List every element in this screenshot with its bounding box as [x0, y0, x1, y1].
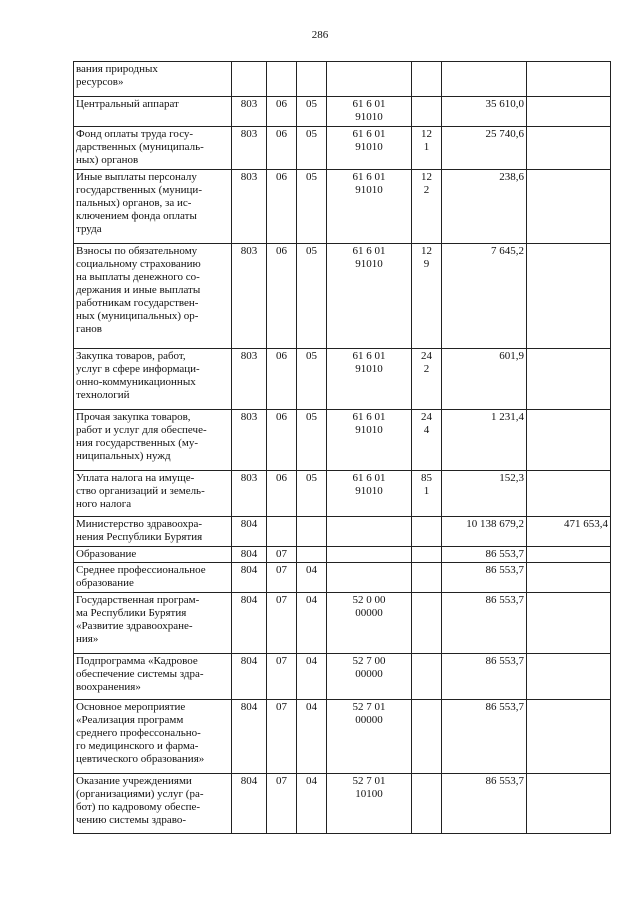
cell-vr: 12 9 [412, 244, 442, 349]
cell-amount-2 [527, 563, 611, 593]
cell-name: Прочая закупка товаров, работ и услуг для обеспече- ния государственных (му- ниципальных) нужд [74, 410, 232, 471]
cell-pr [297, 517, 327, 547]
cell-rz: 07 [267, 563, 297, 593]
cell-ved: 804 [232, 563, 267, 593]
cell-amount: 35 610,0 [442, 97, 527, 127]
cell-rz: 06 [267, 170, 297, 244]
table-row [74, 654, 611, 700]
cell-ved: 803 [232, 410, 267, 471]
cell-name: Оказание учреждениями (организациями) услуг (ра- бот) по кадровому обеспе- чению системы здраво- [74, 774, 232, 834]
cell-amount-2 [527, 547, 611, 563]
cell-csr [327, 547, 412, 563]
cell-amount: 86 553,7 [442, 547, 527, 563]
page-number: 286 [311, 29, 329, 41]
cell-vr: 24 2 [412, 349, 442, 410]
cell-pr [297, 62, 327, 97]
cell-rz: 06 [267, 349, 297, 410]
cell-rz [267, 62, 297, 97]
table-row [74, 547, 611, 563]
cell-csr [327, 517, 412, 547]
cell-vr [412, 97, 442, 127]
cell-csr: 61 6 01 91010 [327, 170, 412, 244]
cell-rz: 06 [267, 244, 297, 349]
table-row [74, 62, 611, 97]
cell-ved: 804 [232, 774, 267, 834]
cell-amount-2: 471 653,4 [527, 517, 611, 547]
budget-table [73, 61, 611, 834]
cell-vr: 85 1 [412, 471, 442, 517]
cell-vr: 12 1 [412, 127, 442, 170]
cell-pr: 04 [297, 654, 327, 700]
cell-ved: 803 [232, 471, 267, 517]
table-row [74, 593, 611, 654]
cell-pr: 05 [297, 471, 327, 517]
cell-rz: 07 [267, 547, 297, 563]
cell-rz: 06 [267, 410, 297, 471]
cell-name: Закупка товаров, работ, услуг в сфере информаци- онно-коммуникационных технологий [74, 349, 232, 410]
cell-rz: 07 [267, 774, 297, 834]
cell-vr [412, 547, 442, 563]
cell-vr [412, 517, 442, 547]
cell-amount: 238,6 [442, 170, 527, 244]
cell-csr: 52 7 00 00000 [327, 654, 412, 700]
cell-amount: 86 553,7 [442, 593, 527, 654]
cell-rz [267, 517, 297, 547]
cell-amount-2 [527, 700, 611, 774]
cell-name: Подпрограмма «Кадровое обеспечение системы здра- воохранения» [74, 654, 232, 700]
cell-vr [412, 593, 442, 654]
cell-pr: 05 [297, 410, 327, 471]
cell-amount-2 [527, 127, 611, 170]
cell-csr: 61 6 01 91010 [327, 244, 412, 349]
cell-amount [442, 62, 527, 97]
cell-amount-2 [527, 654, 611, 700]
table-body [74, 62, 611, 834]
cell-name: Государственная програм- ма Республики Бурятия «Развитие здравоохране- ния» [74, 593, 232, 654]
cell-ved: 803 [232, 244, 267, 349]
table-row [74, 517, 611, 547]
cell-pr: 04 [297, 774, 327, 834]
cell-name: Фонд оплаты труда госу- дарственных (муниципаль- ных) органов [74, 127, 232, 170]
cell-ved: 803 [232, 127, 267, 170]
table-row [74, 700, 611, 774]
cell-ved: 804 [232, 593, 267, 654]
cell-ved: 803 [232, 97, 267, 127]
cell-pr: 05 [297, 244, 327, 349]
cell-pr: 05 [297, 127, 327, 170]
cell-vr: 24 4 [412, 410, 442, 471]
cell-vr [412, 700, 442, 774]
cell-amount-2 [527, 349, 611, 410]
cell-name: Взносы по обязательному социальному страхованию на выплаты денежного со- держания и иные выплаты работникам государствен- ных (муниципальных) ор- ганов [74, 244, 232, 349]
cell-csr: 52 0 00 00000 [327, 593, 412, 654]
cell-name: Образование [74, 547, 232, 563]
cell-csr [327, 62, 412, 97]
cell-vr [412, 654, 442, 700]
cell-amount: 86 553,7 [442, 700, 527, 774]
table-row [74, 774, 611, 834]
cell-rz: 06 [267, 127, 297, 170]
cell-ved: 804 [232, 517, 267, 547]
cell-csr: 61 6 01 91010 [327, 349, 412, 410]
cell-pr [297, 547, 327, 563]
cell-amount-2 [527, 593, 611, 654]
cell-amount-2 [527, 244, 611, 349]
cell-ved [232, 62, 267, 97]
table-row [74, 563, 611, 593]
cell-ved: 803 [232, 170, 267, 244]
cell-csr: 61 6 01 91010 [327, 97, 412, 127]
cell-amount: 25 740,6 [442, 127, 527, 170]
cell-amount-2 [527, 170, 611, 244]
cell-amount: 86 553,7 [442, 774, 527, 834]
cell-pr: 04 [297, 700, 327, 774]
cell-amount-2 [527, 62, 611, 97]
cell-name: вания природных ресурсов» [74, 62, 232, 97]
table-row [74, 244, 611, 349]
table-row [74, 170, 611, 244]
cell-csr [327, 563, 412, 593]
cell-csr: 61 6 01 91010 [327, 127, 412, 170]
cell-rz: 07 [267, 593, 297, 654]
cell-vr [412, 774, 442, 834]
cell-csr: 61 6 01 91010 [327, 471, 412, 517]
cell-pr: 05 [297, 170, 327, 244]
cell-amount: 152,3 [442, 471, 527, 517]
cell-pr: 05 [297, 97, 327, 127]
cell-vr [412, 62, 442, 97]
cell-name: Уплата налога на имуще- ство организаций и земель- ного налога [74, 471, 232, 517]
cell-name: Среднее профессиональное образование [74, 563, 232, 593]
cell-rz: 07 [267, 700, 297, 774]
cell-name: Центральный аппарат [74, 97, 232, 127]
cell-pr: 04 [297, 593, 327, 654]
cell-amount: 86 553,7 [442, 654, 527, 700]
table-row [74, 97, 611, 127]
cell-name: Министерство здравоохра- нения Республики Бурятия [74, 517, 232, 547]
cell-csr: 52 7 01 00000 [327, 700, 412, 774]
cell-amount-2 [527, 97, 611, 127]
cell-amount: 86 553,7 [442, 563, 527, 593]
cell-rz: 06 [267, 97, 297, 127]
cell-csr: 61 6 01 91010 [327, 410, 412, 471]
cell-ved: 804 [232, 547, 267, 563]
cell-amount-2 [527, 471, 611, 517]
cell-rz: 07 [267, 654, 297, 700]
cell-amount-2 [527, 410, 611, 471]
cell-ved: 804 [232, 700, 267, 774]
cell-ved: 804 [232, 654, 267, 700]
cell-pr: 04 [297, 563, 327, 593]
cell-vr [412, 563, 442, 593]
cell-ved: 803 [232, 349, 267, 410]
table-row [74, 127, 611, 170]
cell-amount: 1 231,4 [442, 410, 527, 471]
cell-name: Основное мероприятие «Реализация программ среднего профессонально- го медицинского и фарма- цевтического образования» [74, 700, 232, 774]
cell-amount: 601,9 [442, 349, 527, 410]
table-row [74, 349, 611, 410]
cell-vr: 12 2 [412, 170, 442, 244]
cell-csr: 52 7 01 10100 [327, 774, 412, 834]
cell-amount: 10 138 679,2 [442, 517, 527, 547]
table-row [74, 410, 611, 471]
cell-name: Иные выплаты персоналу государственных (муници- пальных) органов, за ис- ключением фонда оплаты труда [74, 170, 232, 244]
cell-pr: 05 [297, 349, 327, 410]
table-row [74, 471, 611, 517]
cell-amount: 7 645,2 [442, 244, 527, 349]
cell-rz: 06 [267, 471, 297, 517]
cell-amount-2 [527, 774, 611, 834]
